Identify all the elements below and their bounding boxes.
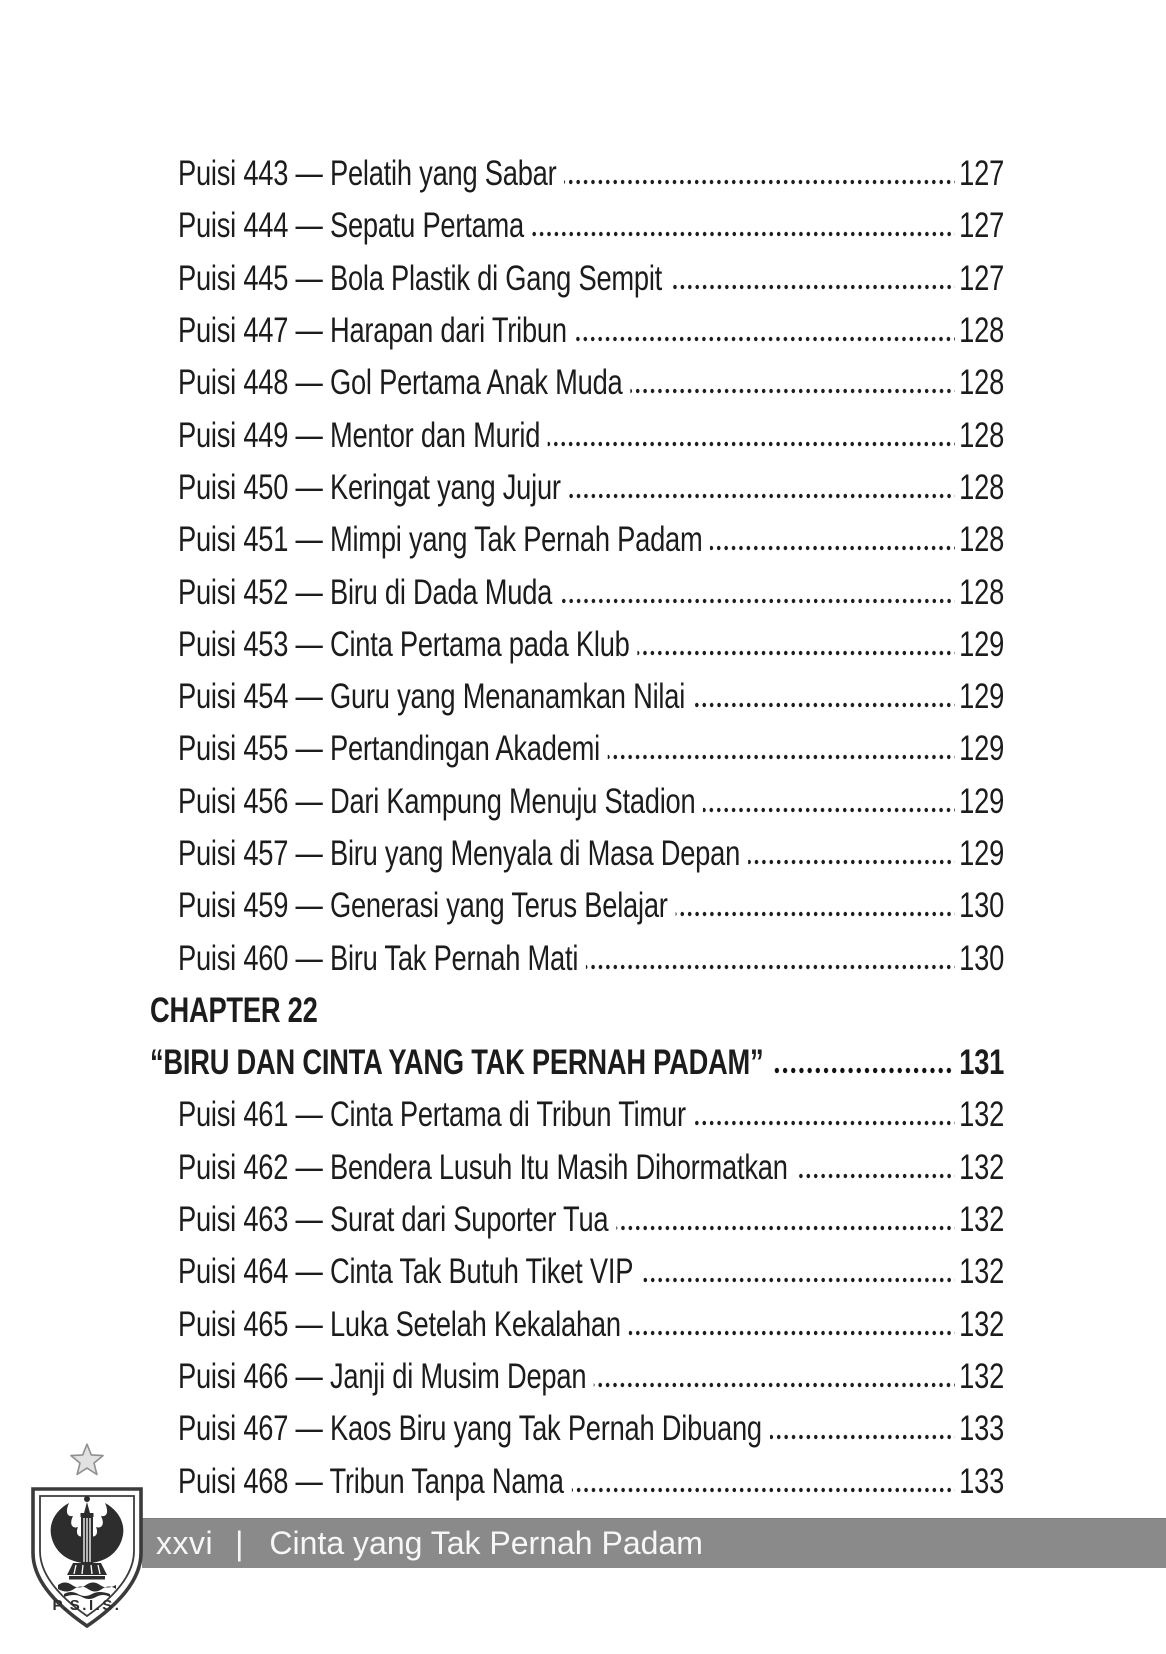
toc-entry-label: Puisi 464 — Cinta Tak Butuh Tiket VIP [178, 1252, 634, 1292]
dot-leader [532, 231, 955, 237]
chapter-page-number: 131 [959, 1043, 1005, 1083]
toc-entry-page-number: 129 [959, 729, 1005, 769]
shield-crest-icon [28, 1597, 146, 1634]
toc-entry-label: Puisi 454 — Guru yang Menanamkan Nilai [178, 677, 686, 717]
toc-entry-label: Puisi 466 — Janji di Musim Depan [178, 1356, 587, 1396]
dot-leader [641, 1277, 955, 1283]
toc-entry-label: Puisi 463 — Surat dari Suporter Tua [178, 1200, 609, 1240]
dot-leader [748, 859, 955, 865]
dot-leader [694, 1120, 955, 1126]
toc-entry [178, 200, 1004, 252]
toc-entry-label: Puisi 447 — Harapan dari Tribun [178, 311, 567, 351]
dot-leader [572, 1487, 955, 1493]
toc-entry-label: Puisi 457 — Biru yang Menyala di Masa Depan [178, 834, 741, 873]
toc-entry [178, 1351, 1004, 1403]
toc-entry-page-number: 128 [959, 572, 1005, 612]
dot-leader [560, 598, 955, 604]
toc-entry-label: Puisi 453 — Cinta Pertama pada Klub [178, 624, 630, 664]
toc-entry-page-number: 133 [959, 1461, 1005, 1501]
toc-entry-page-number: 132 [959, 1356, 1005, 1396]
toc-entry-page-number: 128 [959, 311, 1005, 351]
toc-entry [178, 619, 1004, 671]
dot-leader [575, 336, 955, 342]
toc-entry-label: Puisi 460 — Biru Tak Pernah Mati [178, 938, 579, 978]
toc-entry-page-number: 132 [959, 1095, 1005, 1135]
footer-book-title: Cinta yang Tak Pernah Padam [269, 1525, 703, 1561]
toc-entry [178, 1455, 1004, 1507]
toc-entry-page-number: 132 [959, 1200, 1005, 1240]
toc-entry-page-number: 129 [959, 624, 1005, 664]
footer-separator: | [235, 1524, 244, 1562]
toc-entry-label: Puisi 468 — Tribun Tanpa Nama [178, 1461, 564, 1501]
toc-entry-page-number: 128 [959, 467, 1005, 507]
toc-entry-label: Puisi 444 — Sepatu Pertama [178, 206, 524, 246]
toc-entry [178, 671, 1004, 723]
toc-entry [178, 566, 1004, 618]
dot-leader [629, 1330, 955, 1336]
footer-bar [142, 1518, 1166, 1568]
toc-entry [178, 1403, 1004, 1455]
toc-entry [178, 1089, 1004, 1141]
toc-entry-page-number: 127 [959, 154, 1005, 194]
toc-entry-label: Puisi 445 — Bola Plastik di Gang Sempit [178, 258, 663, 298]
dot-leader [771, 1067, 954, 1074]
toc-entry-page-number: 127 [959, 258, 1005, 298]
dot-leader [608, 754, 955, 760]
toc-entry-page-number: 129 [959, 834, 1005, 873]
dot-leader [637, 650, 954, 656]
dot-leader [795, 1173, 954, 1179]
chapter-title-row [150, 1037, 1004, 1089]
club-initials-text: P.S.I.S. [52, 1597, 122, 1614]
toc-entry-label: Puisi 449 — Mentor dan Murid [178, 415, 541, 455]
chapter-kicker: CHAPTER 22 [150, 990, 318, 1030]
toc-list-bottom [150, 1089, 1004, 1507]
toc-entry-page-number: 132 [959, 1252, 1005, 1292]
toc-entry [178, 1246, 1004, 1298]
toc-entry-label: Puisi 462 — Bendera Lusuh Itu Masih Dihormatkan [178, 1147, 788, 1187]
toc-entry-page-number: 133 [959, 1409, 1005, 1449]
toc-entry-label: Puisi 448 — Gol Pertama Anak Muda [178, 363, 623, 403]
toc-entry [178, 409, 1004, 461]
dot-leader [569, 493, 955, 499]
dot-leader [675, 911, 954, 917]
toc-entry [178, 305, 1004, 357]
toc-entry [178, 723, 1004, 775]
toc-entry-label: Puisi 451 — Mimpi yang Tak Pernah Padam [178, 520, 703, 560]
toc-entry-page-number: 128 [959, 363, 1005, 403]
toc-entry-label: Puisi 467 — Kaos Biru yang Tak Pernah Dibuang [178, 1409, 762, 1449]
dot-leader [703, 807, 954, 813]
toc-entry-page-number: 132 [959, 1147, 1005, 1187]
dot-leader [616, 1225, 954, 1231]
toc-entry-page-number: 127 [959, 206, 1005, 246]
dot-leader [670, 284, 955, 290]
toc-entry-page-number: 132 [959, 1304, 1005, 1344]
footer-page-number: xxvi [156, 1525, 214, 1561]
dot-leader [630, 388, 954, 394]
dot-leader [594, 1382, 954, 1388]
chapter-title: “BIRU DAN CINTA YANG TAK PERNAH PADAM” [150, 1043, 764, 1083]
toc-entry [178, 828, 1004, 880]
toc-entry-page-number: 129 [959, 677, 1005, 717]
toc-entry [178, 1299, 1004, 1351]
toc-entry [178, 932, 1004, 984]
dot-leader [564, 179, 954, 185]
toc-entry [178, 1194, 1004, 1246]
toc-entry [178, 880, 1004, 932]
table-of-contents [150, 148, 1004, 1508]
dot-leader [770, 1434, 955, 1440]
toc-entry [178, 253, 1004, 305]
toc-entry-label: Puisi 452 — Biru di Dada Muda [178, 572, 553, 612]
toc-entry-label: Puisi 450 — Keringat yang Jujur [178, 467, 561, 507]
toc-entry-page-number: 128 [959, 520, 1005, 560]
toc-entry [178, 776, 1004, 828]
toc-entry-label: Puisi 461 — Cinta Pertama di Tribun Timur [178, 1095, 686, 1135]
toc-entry-label: Puisi 455 — Pertandingan Akademi [178, 729, 601, 769]
dot-leader [693, 702, 955, 708]
dot-leader [548, 441, 955, 447]
toc-entry-page-number: 130 [959, 886, 1005, 926]
toc-list-top [150, 148, 1004, 985]
toc-entry [178, 357, 1004, 409]
toc-entry [178, 462, 1004, 514]
toc-entry [178, 1142, 1004, 1194]
toc-entry-page-number: 128 [959, 415, 1005, 455]
toc-entry-page-number: 129 [959, 781, 1005, 821]
toc-entry-label: Puisi 456 — Dari Kampung Menuju Stadion [178, 781, 696, 821]
dot-leader [586, 964, 955, 970]
chapter-kicker-row [150, 985, 1004, 1037]
toc-entry-label: Puisi 465 — Luka Setelah Kekalahan [178, 1304, 621, 1344]
psis-club-crest [27, 1443, 147, 1630]
toc-entry-page-number: 130 [959, 938, 1005, 978]
toc-entry [178, 514, 1004, 566]
toc-entry-label: Puisi 459 — Generasi yang Terus Belajar [178, 886, 668, 926]
toc-entry [178, 148, 1004, 200]
star-icon [27, 1443, 147, 1485]
dot-leader [710, 545, 954, 551]
toc-entry-label: Puisi 443 — Pelatih yang Sabar [178, 154, 557, 194]
